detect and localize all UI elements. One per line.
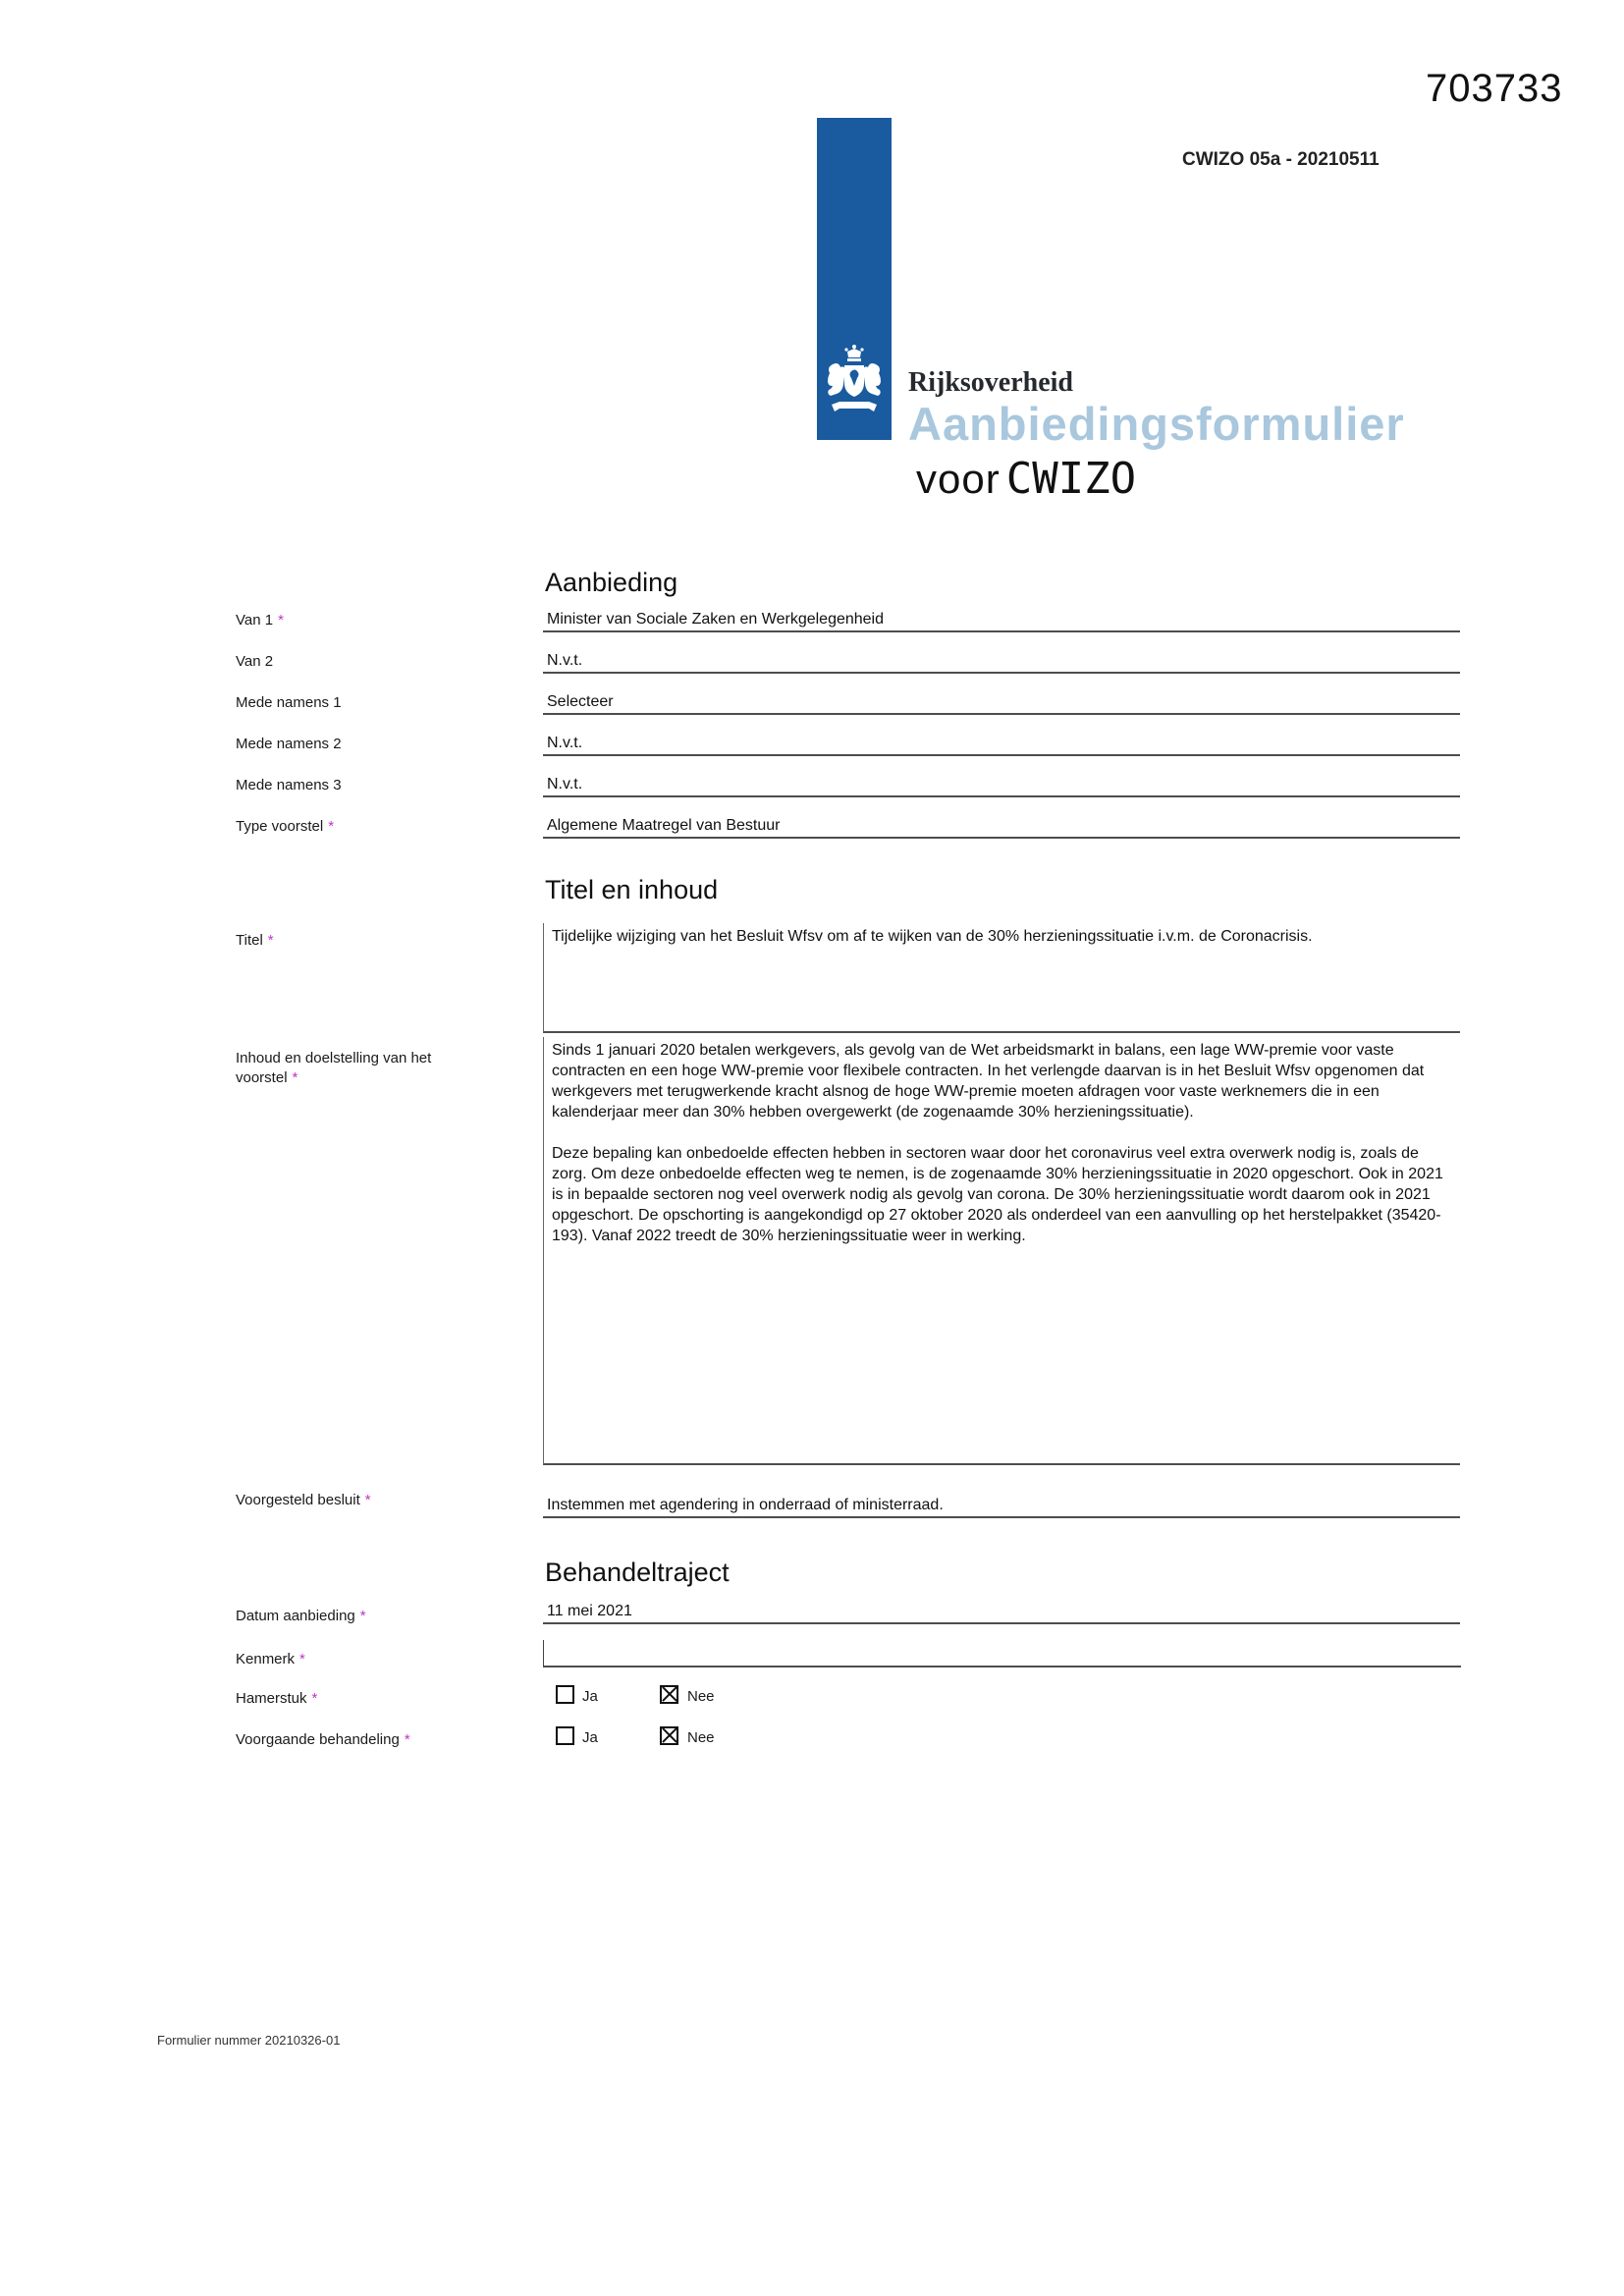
field-label-mede-namens-1: Mede namens 1 (236, 694, 342, 711)
field-label-voorgaande-behandeling: Voorgaande behandeling * (236, 1731, 410, 1748)
field-value: N.v.t. (547, 652, 583, 669)
required-marker: * (359, 1608, 366, 1624)
voorgaande-checkbox-nee[interactable] (660, 1726, 678, 1745)
field-label-van-2: Van 2 (236, 653, 274, 670)
form-code: CWIZO 05a - 20210511 (1182, 149, 1380, 170)
required-marker: * (311, 1690, 318, 1707)
section-heading-aanbieding: Aanbieding (545, 568, 678, 597)
field-value: N.v.t. (547, 776, 583, 793)
field-value: Instemmen met agendering in onderraad of ministerraad. (547, 1497, 944, 1513)
field-input-van-1[interactable] (543, 609, 1460, 632)
field-input-datum-aanbieding[interactable] (543, 1601, 1460, 1624)
document-number: 703733 (1426, 67, 1563, 110)
required-marker: * (299, 1651, 305, 1667)
voorgaande-label-ja: Ja (582, 1729, 598, 1746)
field-label-datum-aanbieding: Datum aanbieding * (236, 1608, 366, 1624)
titel-textarea[interactable] (543, 923, 1460, 1033)
field-label-titel: Titel * (236, 932, 274, 949)
field-label-kenmerk: Kenmerk * (236, 1651, 305, 1667)
field-value (544, 1640, 1461, 1644)
field-label-type-voorstel: Type voorstel * (236, 818, 335, 835)
hamerstuk-label-nee: Nee (687, 1688, 715, 1705)
form-title: Aanbiedingsformulier (908, 398, 1405, 450)
voorgaande-label-nee: Nee (687, 1729, 715, 1746)
coat-of-arms-icon (826, 344, 883, 418)
form-subtitle-name: CWIZO (1005, 454, 1137, 504)
required-marker: * (278, 612, 284, 629)
form-number-footer: Formulier nummer 20210326-01 (157, 2033, 341, 2048)
form-subtitle (916, 454, 1136, 504)
field-value: N.v.t. (547, 735, 583, 751)
inhoud-textarea[interactable] (543, 1037, 1460, 1465)
required-marker: * (364, 1492, 371, 1508)
org-wordmark: Rijksoverheid (908, 367, 1073, 398)
field-value: 11 mei 2021 (547, 1603, 632, 1619)
required-marker: * (267, 932, 274, 949)
field-label-voorgesteld-besluit: Voorgesteld besluit * (236, 1492, 371, 1508)
field-label-van-1: Van 1 * (236, 612, 284, 629)
field-input-van-2[interactable] (543, 650, 1460, 674)
inhoud-paragraph-1: Sinds 1 januari 2020 betalen werkgevers, als gevolg van de Wet arbeidsmarkt in balans, een lage WW-premie voor vaste contracten en een hoge WW-premie voor flexibele contracten. In het verlengde daarvan is in het Besluit Wfsv opgenomen dat werkgevers met terugwerkende kracht alsnog de hoge WW-premie moeten afdragen voor vaste werknemers die in een kalenderjaar meer dan 30% hebben overgewerkt (de zogenaamde 30% herzieningssituatie). (552, 1042, 1425, 1121)
field-value: Minister van Sociale Zaken en Werkgelegenheid (547, 611, 885, 628)
field-label-inhoud: Inhoud en doelstelling van het voorstel * (236, 1050, 432, 1086)
inhoud-paragraph-2: Deze bepaling kan onbedoelde effecten hebben in sectoren waar door het coronavirus veel extra overwerk nodig is, zoals de zorg. Om deze onbedoelde effecten weg te nemen, is de zogenaamde 30% herzieningssituatie in 2020 opgeschort. Ook in 2021 is in bepaalde sectoren nog veel overwerk nodig als gevolg van corona. De 30% herzieningssituatie wordt daarom ook in 2021 opgeschort. De opschorting is aangekondigd op 27 oktober 2020 als onderdeel van een aanvulling op het herstelpakket (35420-193). Vanaf 2022 treedt de 30% herzieningssituatie weer in werking. (552, 1145, 1443, 1244)
logo-blue-bar (817, 118, 892, 440)
field-value: Algemene Maatregel van Bestuur (547, 817, 781, 834)
field-input-mede-namens-3[interactable] (543, 774, 1460, 797)
voorgaande-checkbox-ja[interactable] (556, 1726, 574, 1745)
section-heading-behandeltraject: Behandeltraject (545, 1558, 730, 1587)
field-input-type-voorstel[interactable] (543, 815, 1460, 839)
field-input-kenmerk[interactable] (543, 1640, 1461, 1667)
form-subtitle-prefix: voor (916, 456, 1001, 502)
hamerstuk-checkbox-ja[interactable] (556, 1685, 574, 1704)
required-marker: * (292, 1069, 298, 1086)
field-input-mede-namens-2[interactable] (543, 733, 1460, 756)
field-label-mede-namens-2: Mede namens 2 (236, 736, 342, 752)
required-marker: * (328, 818, 335, 835)
hamerstuk-checkbox-nee[interactable] (660, 1685, 678, 1704)
field-input-mede-namens-1[interactable] (543, 691, 1460, 715)
field-label-hamerstuk: Hamerstuk * (236, 1690, 318, 1707)
section-heading-titel-en-inhoud: Titel en inhoud (545, 875, 719, 904)
titel-value: Tijdelijke wijziging van het Besluit Wfsv om af te wijken van de 30% herzieningssituatie i.v.m. de Coronacrisis. (552, 928, 1313, 945)
field-value: Selecteer (547, 693, 614, 710)
field-input-voorgesteld-besluit[interactable] (543, 1495, 1460, 1518)
hamerstuk-label-ja: Ja (582, 1688, 598, 1705)
required-marker: * (404, 1731, 410, 1748)
field-label-mede-namens-3: Mede namens 3 (236, 777, 342, 793)
